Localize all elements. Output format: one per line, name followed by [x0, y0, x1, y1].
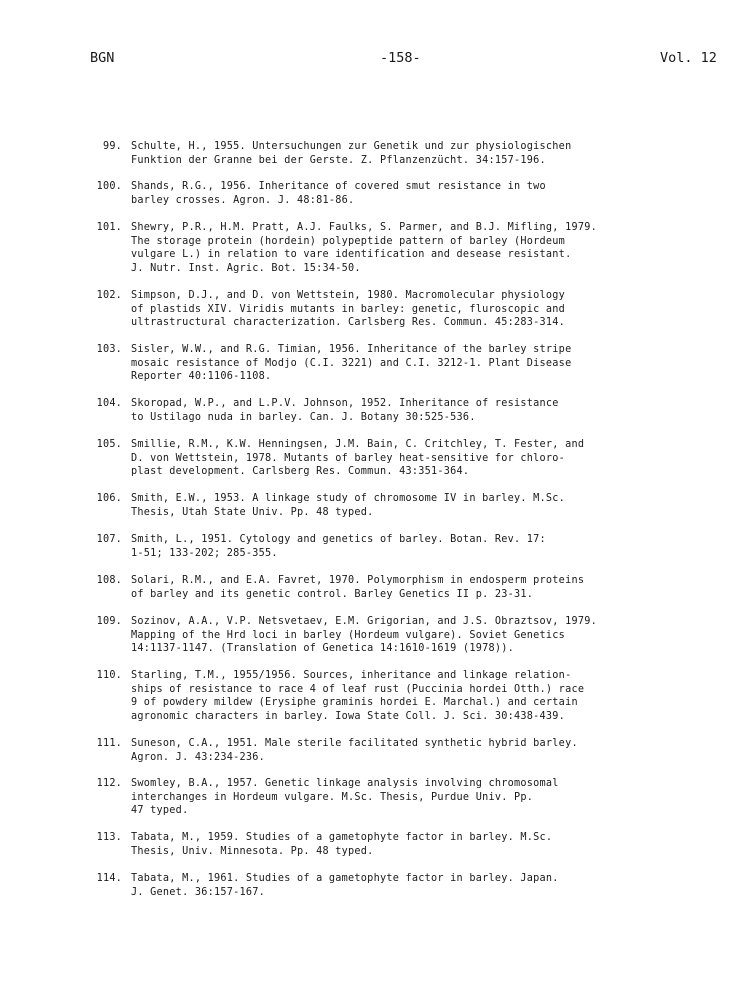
reference-text [131, 343, 631, 384]
reference-number: 99. [102, 141, 122, 152]
page-number: -158- [380, 50, 421, 66]
reference-line: Schulte, H., 1955. Untersuchungen zur Genetik und zur physiologischen [131, 141, 572, 152]
reference-line: Mapping of the Hrd loci in barley (Hordeum vulgare). Soviet Genetics [131, 629, 566, 641]
reference-text [131, 180, 631, 207]
reference-line: Simpson, D.J., and D. von Wettstein, 1980. Macromolecular physiology [131, 290, 566, 301]
reference-text [131, 737, 631, 764]
reference-text [131, 533, 631, 560]
reference-line: ultrastructural characterization. Carlsberg Res. Commun. 45:283-314. [131, 317, 566, 329]
reference-line: to Ustilago nuda in barley. Can. J. Botany 30:525-536. [131, 411, 476, 423]
reference-text [131, 397, 631, 424]
reference-number: 107. [96, 534, 122, 545]
reference-number: 113. [96, 832, 122, 843]
reference-line: of barley and its genetic control. Barley Genetics II p. 23-31. [131, 588, 534, 600]
reference-line: D. von Wettstein, 1978. Mutants of barley heat-sensitive for chloro- [131, 452, 566, 464]
reference-text [131, 492, 631, 519]
volume-label: Vol. 12 [660, 50, 717, 66]
reference-line: Funktion der Granne bei der Gerste. Z. Pflanzenzücht. 34:157-196. [131, 154, 546, 166]
reference-line: Swomley, B.A., 1957. Genetic linkage analysis involving chromosomal [131, 778, 559, 789]
reference-text [131, 289, 631, 330]
reference-line: plast development. Carlsberg Res. Commun. 43:351-364. [131, 466, 470, 478]
reference-number: 108. [96, 575, 122, 586]
reference-line: Thesis, Univ. Minnesota. Pp. 48 typed. [131, 845, 374, 857]
reference-line: Reporter 40:1106-1108. [131, 371, 272, 383]
reference-line: 9 of powdery mildew (Erysiphe graminis hordei E. Marchal.) and certain [131, 697, 578, 709]
reference-line: barley crosses. Agron. J. 48:81-86. [131, 194, 355, 206]
reference-text [131, 831, 631, 858]
reference-text [131, 615, 631, 656]
reference-text [131, 438, 631, 479]
reference-number: 105. [96, 439, 122, 450]
reference-text [131, 669, 631, 723]
reference-line: J. Nutr. Inst. Agric. Bot. 15:34-50. [131, 262, 361, 274]
reference-line: ships of resistance to race 4 of leaf rust (Puccinia hordei Otth.) race [131, 683, 585, 695]
reference-line: Agron. J. 43:234-236. [131, 751, 266, 763]
reference-line: Smith, E.W., 1953. A linkage study of chromosome IV in barley. M.Sc. [131, 493, 566, 504]
reference-number: 106. [96, 493, 122, 504]
reference-line: agronomic characters in barley. Iowa State Coll. J. Sci. 30:438-439. [131, 710, 566, 722]
reference-line: Shewry, P.R., H.M. Pratt, A.J. Faulks, S. Parmer, and B.J. Mifling, 1979. [131, 222, 597, 233]
reference-line: Tabata, M., 1959. Studies of a gametophyte factor in barley. M.Sc. [131, 832, 553, 843]
reference-number: 114. [96, 873, 122, 884]
reference-line: 14:1137-1147. (Translation of Genetica 14:1610-1619 (1978)). [131, 643, 515, 655]
journal-abbreviation: BGN [90, 50, 115, 66]
reference-line: mosaic resistance of Modjo (C.I. 3221) and C.I. 3212-1. Plant Disease [131, 357, 572, 369]
reference-number: 109. [96, 616, 122, 627]
reference-line: The storage protein (hordein) polypeptide pattern of barley (Hordeum [131, 235, 566, 247]
reference-line: 47 typed. [131, 805, 189, 817]
reference-number: 102. [96, 290, 122, 301]
reference-line: Starling, T.M., 1955/1956. Sources, inheritance and linkage relation- [131, 670, 572, 681]
reference-number: 104. [96, 398, 122, 409]
reference-line: Thesis, Utah State Univ. Pp. 48 typed. [131, 506, 374, 518]
reference-line: Shands, R.G., 1956. Inheritance of covered smut resistance in two [131, 181, 546, 192]
reference-line: Smith, L., 1951. Cytology and genetics of barley. Botan. Rev. 17: [131, 534, 546, 545]
reference-line: Tabata, M., 1961. Studies of a gametophyte factor in barley. Japan. [131, 873, 559, 884]
reference-number: 100. [96, 181, 122, 192]
reference-line: Skoropad, W.P., and L.P.V. Johnson, 1952. Inheritance of resistance [131, 398, 559, 409]
reference-number: 110. [96, 670, 122, 681]
reference-line: interchanges in Hordeum vulgare. M.Sc. Thesis, Purdue Univ. Pp. [131, 791, 534, 803]
reference-line: Sisler, W.W., and R.G. Timian, 1956. Inheritance of the barley stripe [131, 344, 572, 355]
reference-number: 101. [96, 222, 122, 233]
reference-text [131, 140, 631, 167]
reference-number: 111. [96, 738, 122, 749]
reference-line: vulgare L.) in relation to vare identification and desease resistant. [131, 249, 572, 261]
reference-line: Solari, R.M., and E.A. Favret, 1970. Polymorphism in endosperm proteins [131, 575, 585, 586]
reference-line: of plastids XIV. Viridis mutants in barley: genetic, fluroscopic and [131, 303, 566, 315]
reference-line: Suneson, C.A., 1951. Male sterile facilitated synthetic hybrid barley. [131, 738, 578, 749]
reference-text [131, 221, 631, 275]
reference-text [131, 872, 631, 899]
reference-number: 103. [96, 344, 122, 355]
reference-line: J. Genet. 36:157-167. [131, 886, 266, 898]
reference-line: Sozinov, A.A., V.P. Netsvetaev, E.M. Grigorian, and J.S. Obraztsov, 1979. [131, 616, 597, 627]
reference-text [131, 574, 631, 601]
reference-line: Smillie, R.M., K.W. Henningsen, J.M. Bain, C. Critchley, T. Fester, and [131, 439, 585, 450]
reference-line: 1-51; 133-202; 285-355. [131, 547, 278, 559]
reference-number: 112. [96, 778, 122, 789]
reference-text [131, 777, 631, 818]
